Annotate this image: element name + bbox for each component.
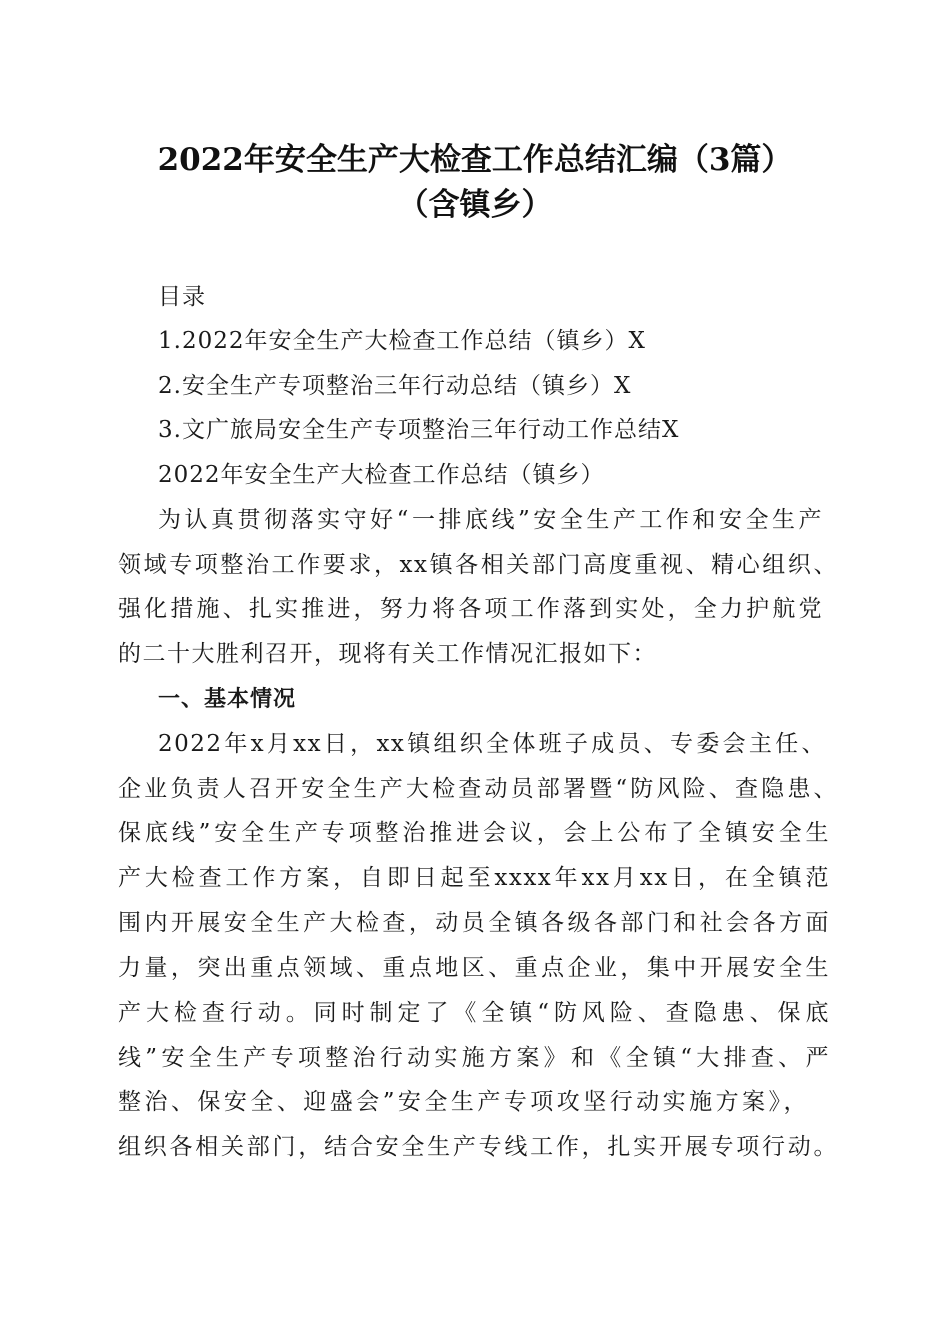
paragraph-line: 线”安全生产专项整治行动实施方案》和《全镇“大排查、严	[118, 1045, 830, 1071]
toc-item: 3.文广旅局安全生产专项整治三年行动工作总结X	[158, 417, 680, 443]
paragraph-line: 产大检查工作方案，自即日起至xxxx年xx月xx日，在全镇范	[118, 865, 830, 891]
paragraph-line: 为认真贯彻落实守好“一排底线”安全生产工作和安全生产	[158, 507, 823, 533]
paragraph-line: 围内开展安全生产大检查，动员全镇各级各部门和社会各方面	[118, 910, 830, 936]
toc-item: 2.安全生产专项整治三年行动总结（镇乡）X	[158, 373, 632, 399]
paragraph-line: 2022年x月xx日，xx镇组织全体班子成员、专委会主任、	[158, 731, 826, 757]
paragraph-line: 领域专项整治工作要求，xx镇各相关部门高度重视、精心组织、	[118, 552, 838, 578]
paragraph-line: 整治、保安全、迎盛会”安全生产专项攻坚行动实施方案》，	[118, 1089, 808, 1115]
paragraph-line: 保底线”安全生产专项整治推进会议，会上公布了全镇安全生	[118, 820, 830, 846]
paragraph-line: 强化措施、扎实推进，努力将各项工作落到实处，全力护航党	[118, 596, 823, 622]
article-title: 2022年安全生产大检查工作总结（镇乡）	[158, 462, 605, 488]
paragraph-line: 力量，突出重点领域、重点地区、重点企业，集中开展安全生	[118, 955, 830, 981]
document-title-line-1: 2022年安全生产大检查工作总结汇编（3篇）	[157, 142, 793, 178]
paragraph-line: 组织各相关部门，结合安全生产专线工作，扎实开展专项行动。	[118, 1134, 838, 1160]
document-title-line-2: （含镇乡）	[397, 187, 553, 223]
section-heading: 一、基本情况	[158, 687, 297, 712]
paragraph-line: 企业负责人召开安全生产大检查动员部署暨“防风险、查隐患、	[118, 776, 838, 802]
toc-heading: 目录	[158, 284, 206, 310]
paragraph-line: 的二十大胜利召开，现将有关工作情况汇报如下：	[118, 641, 657, 667]
paragraph-line: 产大检查行动。同时制定了《全镇“防风险、查隐患、保底	[118, 1000, 830, 1026]
toc-item: 1.2022年安全生产大检查工作总结（镇乡）X	[158, 328, 646, 354]
